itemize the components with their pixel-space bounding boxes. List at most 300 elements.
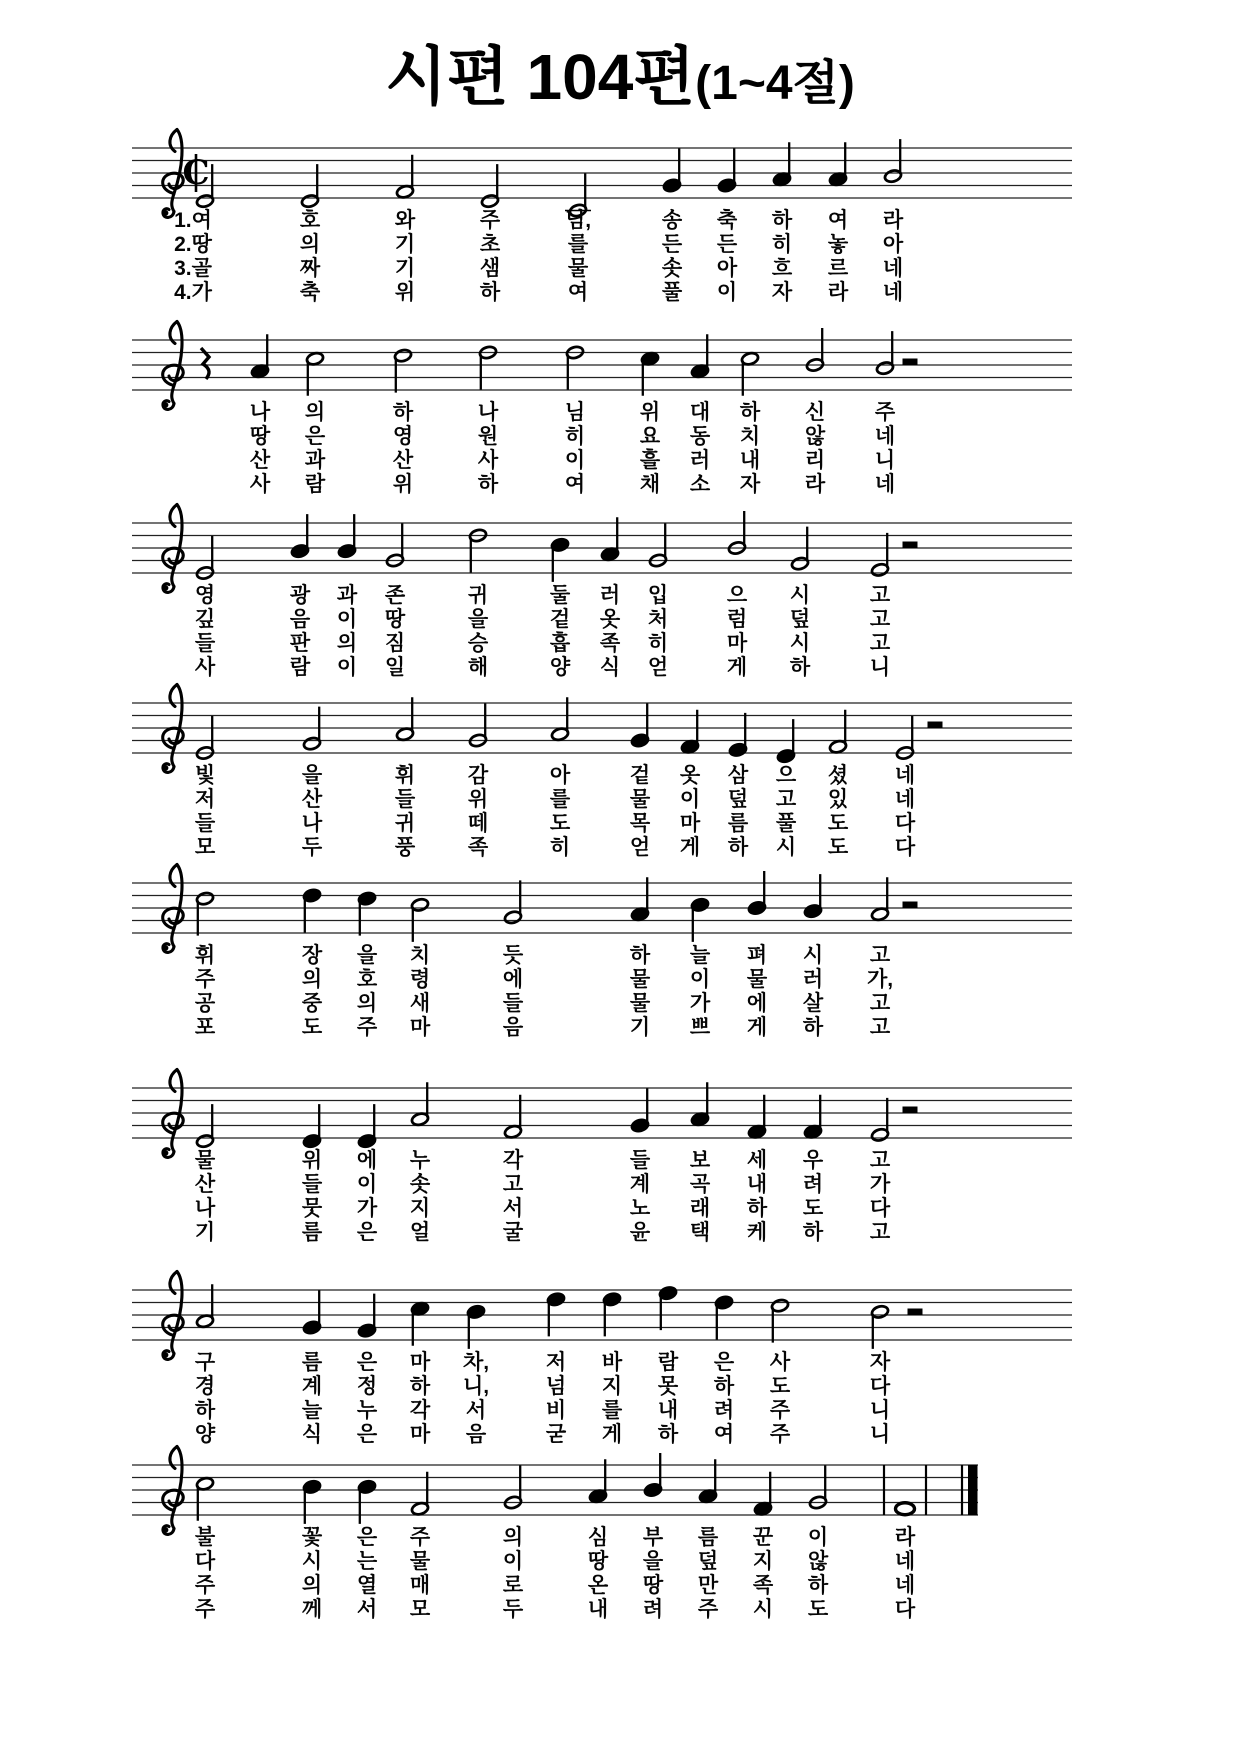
lyric-syllable: 승 bbox=[467, 632, 489, 655]
lyric-syllable: 풍 bbox=[394, 836, 416, 859]
lyric-syllable: 이 bbox=[679, 788, 701, 811]
lyric-syllable: 여 bbox=[567, 281, 589, 304]
lyric-syllable: 고 bbox=[502, 1173, 524, 1196]
final-barline-thick bbox=[968, 1465, 978, 1515]
lyric-syllable: 서 bbox=[465, 1399, 487, 1422]
lyric-syllable: 정 bbox=[356, 1375, 378, 1398]
lyric-syllable: 듯 bbox=[502, 944, 524, 967]
lyric-syllable: 도 bbox=[802, 1197, 824, 1220]
lyric-syllable: 하 bbox=[739, 401, 761, 424]
lyric-syllable: 계 bbox=[629, 1173, 651, 1196]
lyric-syllable: 니, bbox=[462, 1375, 490, 1398]
lyric-syllable: 와 bbox=[394, 209, 416, 232]
half-rest bbox=[903, 902, 918, 909]
lyric-syllable: 위 bbox=[467, 788, 489, 811]
lyric-syllable: 주 bbox=[194, 968, 216, 991]
lyric-syllable: 바 bbox=[601, 1351, 623, 1374]
lyric-syllable: 다 bbox=[894, 836, 916, 859]
lyric-syllable: 도 bbox=[827, 836, 849, 859]
lyric-syllable: 든 bbox=[716, 233, 738, 256]
lyric-syllable: 경 bbox=[194, 1375, 216, 1398]
lyric-syllable: 족 bbox=[599, 632, 621, 655]
lyric-syllable: 여 bbox=[564, 473, 586, 496]
lyric-syllable: 빛 bbox=[194, 764, 216, 787]
lyric-syllable: 하 bbox=[713, 1375, 735, 1398]
lyric-syllable: 새 bbox=[409, 992, 431, 1015]
lyric-syllable: 주 bbox=[697, 1598, 719, 1621]
lyric-syllable: 이 bbox=[716, 281, 738, 304]
lyric-syllable: 가 bbox=[689, 992, 711, 1015]
lyric-syllable: 휘 bbox=[194, 944, 216, 967]
lyric-syllable: 자 bbox=[771, 281, 793, 304]
lyric-syllable: 광 bbox=[289, 584, 311, 607]
lyric-syllable: 음 bbox=[465, 1423, 487, 1446]
lyric-syllable: 물 bbox=[629, 788, 651, 811]
lyric-syllable: 의 bbox=[336, 632, 358, 655]
lyric-syllable: 은 bbox=[304, 425, 326, 448]
lyric-syllable: 네 bbox=[894, 1550, 916, 1573]
lyric-syllable: 자 bbox=[739, 473, 761, 496]
lyric-syllable: 네 bbox=[894, 788, 916, 811]
lyric-syllable: 고 bbox=[869, 632, 891, 655]
lyric-syllable: 름 bbox=[301, 1221, 323, 1244]
lyric-syllable: 하 bbox=[392, 401, 414, 424]
lyric-syllable: 리 bbox=[804, 449, 826, 472]
lyric-syllable: 서 bbox=[502, 1197, 524, 1220]
lyric-syllable: 주 bbox=[769, 1423, 791, 1446]
lyric-syllable: 마 bbox=[726, 632, 748, 655]
lyric-syllable: 러 bbox=[802, 968, 824, 991]
lyric-syllable: 여 bbox=[827, 209, 849, 232]
lyric-syllable: 신 bbox=[804, 401, 826, 424]
lyric-syllable: 2.땅 bbox=[174, 233, 212, 256]
lyric-syllable: 과 bbox=[336, 584, 358, 607]
lyric-syllable: 로 bbox=[502, 1574, 524, 1597]
lyric-syllable: 위 bbox=[639, 401, 661, 424]
lyric-syllable: 가, bbox=[866, 968, 894, 991]
lyric-syllable: 람 bbox=[657, 1351, 679, 1374]
lyric-syllable: 나 bbox=[249, 401, 271, 424]
lyric-syllable: 양 bbox=[194, 1423, 216, 1446]
lyric-syllable: 이 bbox=[807, 1526, 829, 1549]
lyric-syllable: 귀 bbox=[394, 812, 416, 835]
lyric-syllable: 산 bbox=[301, 788, 323, 811]
lyric-syllable: 열 bbox=[356, 1574, 378, 1597]
lyric-syllable: 에 bbox=[502, 968, 524, 991]
lyric-syllable: 주 bbox=[194, 1574, 216, 1597]
lyric-syllable: 이 bbox=[336, 656, 358, 679]
lyric-syllable: 에 bbox=[356, 1149, 378, 1172]
lyric-syllable: 네 bbox=[894, 1574, 916, 1597]
lyric-syllable: 땅 bbox=[587, 1550, 609, 1573]
lyric-syllable: 셨 bbox=[827, 764, 849, 787]
lyric-syllable: 음 bbox=[502, 1016, 524, 1039]
lyric-syllable: 중 bbox=[301, 992, 323, 1015]
lyric-syllable: 시 bbox=[301, 1550, 323, 1573]
lyric-syllable: 얻 bbox=[629, 836, 651, 859]
lyric-syllable: 쁘 bbox=[689, 1016, 711, 1039]
lyric-syllable: 령 bbox=[409, 968, 431, 991]
lyric-syllable: 덮 bbox=[697, 1550, 719, 1573]
lyric-syllable: 하 bbox=[807, 1574, 829, 1597]
lyric-syllable: 식 bbox=[599, 656, 621, 679]
lyric-syllable: 축 bbox=[299, 281, 321, 304]
lyric-syllable: 4.가 bbox=[174, 281, 212, 304]
lyric-syllable: 은 bbox=[356, 1221, 378, 1244]
staff-system bbox=[132, 505, 1072, 680]
lyric-syllable: 에 bbox=[746, 992, 768, 1015]
lyric-syllable: 포 bbox=[194, 1016, 216, 1039]
lyric-syllable: 의 bbox=[356, 992, 378, 1015]
lyric-syllable: 지 bbox=[601, 1375, 623, 1398]
lyric-syllable: 이 bbox=[502, 1550, 524, 1573]
half-rest bbox=[908, 1309, 923, 1316]
lyric-syllable: 하 bbox=[479, 281, 501, 304]
lyric-syllable: 아 bbox=[549, 764, 571, 787]
lyric-syllable: 고 bbox=[869, 1016, 891, 1039]
lyric-syllable: 도 bbox=[769, 1375, 791, 1398]
lyric-syllable: 양 bbox=[549, 656, 571, 679]
lyric-syllable: 하 bbox=[194, 1399, 216, 1422]
lyric-syllable: 기 bbox=[629, 1016, 651, 1039]
staff-system bbox=[132, 130, 1072, 305]
lyric-syllable: 살 bbox=[802, 992, 824, 1015]
lyric-syllable: 마 bbox=[679, 812, 701, 835]
lyric-syllable: 솟 bbox=[409, 1173, 431, 1196]
lyric-syllable: 케 bbox=[746, 1221, 768, 1244]
lyric-syllable: 을 bbox=[467, 608, 489, 631]
lyric-syllable: 지 bbox=[752, 1550, 774, 1573]
lyric-syllable: 고 bbox=[775, 788, 797, 811]
lyric-syllable: 하 bbox=[477, 473, 499, 496]
lyric-syllable: 의 bbox=[301, 968, 323, 991]
lyric-syllable: 있 bbox=[827, 788, 849, 811]
lyric-syllable: 시 bbox=[789, 584, 811, 607]
lyric-syllable: 를 bbox=[567, 233, 589, 256]
lyric-syllable: 름 bbox=[301, 1351, 323, 1374]
lyric-syllable: 물 bbox=[409, 1550, 431, 1573]
lyric-syllable: 모 bbox=[409, 1598, 431, 1621]
lyric-syllable: 고 bbox=[869, 1149, 891, 1172]
lyric-syllable: 호 bbox=[299, 209, 321, 232]
lyric-syllable: 르 bbox=[827, 257, 849, 280]
lyric-syllable: 시 bbox=[752, 1598, 774, 1621]
lyric-syllable: 일 bbox=[384, 656, 406, 679]
lyric-syllable: 덮 bbox=[727, 788, 749, 811]
lyric-syllable: 채 bbox=[639, 473, 661, 496]
lyric-syllable: 물 bbox=[194, 1149, 216, 1172]
time-signature-cut-c: C bbox=[182, 153, 210, 193]
lyric-syllable: 산 bbox=[249, 449, 271, 472]
lyric-syllable: 히 bbox=[647, 632, 669, 655]
half-rest bbox=[903, 1107, 918, 1114]
lyric-syllable: 흘 bbox=[639, 449, 661, 472]
lyric-syllable: 솟 bbox=[661, 257, 683, 280]
lyric-syllable: 의 bbox=[301, 1574, 323, 1597]
lyric-syllable: 족 bbox=[467, 836, 489, 859]
lyric-syllable: 겉 bbox=[629, 764, 651, 787]
lyric-syllable: 존 bbox=[384, 584, 406, 607]
lyric-syllable: 풀 bbox=[661, 281, 683, 304]
lyric-syllable: 하 bbox=[802, 1221, 824, 1244]
lyric-syllable: 꽃 bbox=[301, 1526, 323, 1549]
lyric-syllable: 호 bbox=[356, 968, 378, 991]
lyric-syllable: 부 bbox=[642, 1526, 664, 1549]
staff-system bbox=[132, 322, 1072, 497]
lyric-syllable: 짐 bbox=[384, 632, 406, 655]
lyric-syllable: 다 bbox=[894, 812, 916, 835]
lyric-syllable: 는 bbox=[356, 1550, 378, 1573]
lyric-syllable: 흡 bbox=[549, 632, 571, 655]
lyric-syllable: 다 bbox=[894, 1598, 916, 1621]
lyric-syllable: 꾼 bbox=[752, 1526, 774, 1549]
lyric-syllable: 하 bbox=[771, 209, 793, 232]
lyric-syllable: 히 bbox=[564, 425, 586, 448]
lyric-syllable: 치 bbox=[409, 944, 431, 967]
lyric-syllable: 러 bbox=[599, 584, 621, 607]
lyric-syllable: 기 bbox=[394, 257, 416, 280]
lyric-syllable: 라 bbox=[804, 473, 826, 496]
lyric-syllable: 라 bbox=[894, 1526, 916, 1549]
lyric-syllable: 주 bbox=[479, 209, 501, 232]
lyric-syllable: 심 bbox=[587, 1526, 609, 1549]
lyric-syllable: 산 bbox=[194, 1173, 216, 1196]
lyric-syllable: 노 bbox=[629, 1197, 651, 1220]
lyric-syllable: 과 bbox=[304, 449, 326, 472]
lyric-syllable: 나 bbox=[477, 401, 499, 424]
lyric-syllable: 윤 bbox=[629, 1221, 651, 1244]
lyric-syllable: 님 bbox=[564, 401, 586, 424]
lyric-syllable: 을 bbox=[356, 944, 378, 967]
lyric-syllable: 여 bbox=[713, 1423, 735, 1446]
lyric-syllable: 깊 bbox=[194, 608, 216, 631]
lyric-syllable: 내 bbox=[746, 1173, 768, 1196]
lyric-syllable: 들 bbox=[301, 1173, 323, 1196]
lyric-syllable: 시 bbox=[775, 836, 797, 859]
lyric-syllable: 휘 bbox=[394, 764, 416, 787]
staff-system bbox=[132, 685, 1072, 860]
lyric-syllable: 굴 bbox=[502, 1221, 524, 1244]
lyric-syllable: 를 bbox=[549, 788, 571, 811]
lyric-syllable: 고 bbox=[869, 1221, 891, 1244]
lyric-syllable: 나 bbox=[301, 812, 323, 835]
lyric-syllable: 세 bbox=[746, 1149, 768, 1172]
lyric-syllable: 족 bbox=[752, 1574, 774, 1597]
lyric-syllable: 하 bbox=[746, 1197, 768, 1220]
lyric-syllable: 게 bbox=[726, 656, 748, 679]
lyric-syllable: 산 bbox=[392, 449, 414, 472]
lyric-syllable: 내 bbox=[657, 1399, 679, 1422]
lyric-syllable: 음 bbox=[289, 608, 311, 631]
lyric-syllable: 가 bbox=[356, 1197, 378, 1220]
lyric-syllable: 축 bbox=[716, 209, 738, 232]
lyric-syllable: 게 bbox=[601, 1423, 623, 1446]
lyric-syllable: 하 bbox=[789, 656, 811, 679]
lyric-syllable: 매 bbox=[409, 1574, 431, 1597]
lyric-syllable: 물 bbox=[629, 992, 651, 1015]
lyric-syllable: 게 bbox=[746, 1016, 768, 1039]
lyric-syllable: 고 bbox=[869, 608, 891, 631]
lyric-syllable: 땅 bbox=[249, 425, 271, 448]
lyric-syllable: 옷 bbox=[679, 764, 701, 787]
lyric-syllable: 구 bbox=[194, 1351, 216, 1374]
lyric-syllable: 으 bbox=[775, 764, 797, 787]
lyric-syllable: 마 bbox=[409, 1351, 431, 1374]
lyric-syllable: 사 bbox=[477, 449, 499, 472]
lyric-syllable: 우 bbox=[802, 1149, 824, 1172]
lyric-syllable: 차, bbox=[462, 1351, 490, 1374]
lyric-syllable: 저 bbox=[194, 788, 216, 811]
lyric-syllable: 람 bbox=[289, 656, 311, 679]
lyric-syllable: 름 bbox=[697, 1526, 719, 1549]
lyric-syllable: 은 bbox=[356, 1351, 378, 1374]
lyric-syllable: 네 bbox=[874, 473, 896, 496]
lyric-syllable: 도 bbox=[827, 812, 849, 835]
lyric-syllable: 해 bbox=[467, 656, 489, 679]
lyric-syllable: 도 bbox=[807, 1598, 829, 1621]
lyric-syllable: 럼 bbox=[726, 608, 748, 631]
lyric-syllable: 지 bbox=[409, 1197, 431, 1220]
lyric-syllable: 얼 bbox=[409, 1221, 431, 1244]
title-sub: (1~4절) bbox=[695, 57, 855, 110]
staff-system bbox=[132, 865, 1072, 1040]
lyric-syllable: 비 bbox=[545, 1399, 567, 1422]
lyric-syllable: 덮 bbox=[789, 608, 811, 631]
lyric-syllable: 불 bbox=[194, 1526, 216, 1549]
lyric-syllable: 게 bbox=[679, 836, 701, 859]
lyric-syllable: 의 bbox=[304, 401, 326, 424]
lyric-syllable: 을 bbox=[301, 764, 323, 787]
lyric-syllable: 의 bbox=[299, 233, 321, 256]
lyric-syllable: 의 bbox=[502, 1526, 524, 1549]
lyric-syllable: 저 bbox=[545, 1351, 567, 1374]
lyric-syllable: 물 bbox=[567, 257, 589, 280]
lyric-syllable: 3.골 bbox=[174, 257, 212, 280]
lyric-syllable: 1.여 bbox=[174, 209, 212, 232]
lyric-syllable: 마 bbox=[409, 1423, 431, 1446]
lyric-syllable: 풀 bbox=[775, 812, 797, 835]
lyric-syllable: 샘 bbox=[479, 257, 501, 280]
lyric-syllable: 를 bbox=[601, 1399, 623, 1422]
lyric-syllable: 니 bbox=[869, 656, 891, 679]
lyric-syllable: 모 bbox=[194, 836, 216, 859]
lyric-syllable: 자 bbox=[869, 1351, 891, 1374]
lyric-syllable: 아 bbox=[882, 233, 904, 256]
lyric-syllable: 서 bbox=[356, 1598, 378, 1621]
lyric-syllable: 나 bbox=[194, 1197, 216, 1220]
lyric-syllable: 넘 bbox=[545, 1375, 567, 1398]
lyric-syllable: 주 bbox=[769, 1399, 791, 1422]
lyric-syllable: 입 bbox=[647, 584, 669, 607]
lyric-syllable: 께 bbox=[301, 1598, 323, 1621]
lyric-syllable: 내 bbox=[739, 449, 761, 472]
lyric-syllable: 하 bbox=[629, 944, 651, 967]
lyric-syllable: 려 bbox=[802, 1173, 824, 1196]
lyric-syllable: 기 bbox=[194, 1221, 216, 1244]
lyric-syllable: 들 bbox=[194, 632, 216, 655]
lyric-syllable: 요 bbox=[639, 425, 661, 448]
lyric-syllable: 이 bbox=[689, 968, 711, 991]
half-rest bbox=[928, 722, 943, 729]
lyric-syllable: 땅 bbox=[384, 608, 406, 631]
lyric-syllable: 주 bbox=[409, 1526, 431, 1549]
lyric-syllable: 못 bbox=[657, 1375, 679, 1398]
lyric-syllable: 사 bbox=[194, 656, 216, 679]
lyric-syllable: 려 bbox=[642, 1598, 664, 1621]
lyric-syllable: 을 bbox=[642, 1550, 664, 1573]
lyric-syllable: 네 bbox=[874, 425, 896, 448]
lyric-syllable: 름 bbox=[727, 812, 749, 835]
lyric-syllable: 물 bbox=[629, 968, 651, 991]
lyric-syllable: 들 bbox=[194, 812, 216, 835]
lyric-syllable: 대 bbox=[689, 401, 711, 424]
lyric-syllable: 도 bbox=[549, 812, 571, 835]
lyric-syllable: 옷 bbox=[599, 608, 621, 631]
lyric-syllable: 니 bbox=[869, 1399, 891, 1422]
lyric-syllable: 사 bbox=[249, 473, 271, 496]
lyric-syllable: 이 bbox=[564, 449, 586, 472]
lyric-syllable: 고 bbox=[869, 584, 891, 607]
lyric-syllable: 라 bbox=[827, 281, 849, 304]
lyric-syllable: 라 bbox=[882, 209, 904, 232]
lyric-syllable: 흐 bbox=[771, 257, 793, 280]
lyric-syllable: 하 bbox=[657, 1423, 679, 1446]
staff-system bbox=[132, 1447, 978, 1622]
lyric-syllable: 펴 bbox=[746, 944, 768, 967]
lyric-syllable: 람 bbox=[304, 473, 326, 496]
lyric-syllable: 공 bbox=[194, 992, 216, 1015]
lyric-syllable: 가 bbox=[869, 1173, 891, 1196]
lyric-syllable: 으 bbox=[726, 584, 748, 607]
lyric-syllable: 계 bbox=[301, 1375, 323, 1398]
lyric-syllable: 처 bbox=[647, 608, 669, 631]
lyric-syllable: 이 bbox=[356, 1173, 378, 1196]
lyric-syllable: 목 bbox=[629, 812, 651, 835]
lyric-syllable: 식 bbox=[301, 1423, 323, 1446]
lyric-syllable: 네 bbox=[894, 764, 916, 787]
lyric-syllable: 곡 bbox=[689, 1173, 711, 1196]
lyric-syllable: 두 bbox=[301, 836, 323, 859]
lyric-syllable: 장 bbox=[301, 944, 323, 967]
lyric-syllable: 주 bbox=[874, 401, 896, 424]
lyric-syllable: 하 bbox=[727, 836, 749, 859]
lyric-syllable: 래 bbox=[689, 1197, 711, 1220]
lyric-syllable: 삼 bbox=[727, 764, 749, 787]
lyric-syllable: 영 bbox=[392, 425, 414, 448]
lyric-syllable: 들 bbox=[394, 788, 416, 811]
lyric-syllable: 니 bbox=[869, 1423, 891, 1446]
lyric-syllable: 초 bbox=[479, 233, 501, 256]
lyric-syllable: 고 bbox=[869, 944, 891, 967]
lyric-syllable: 각 bbox=[409, 1399, 431, 1422]
lyric-syllable: 사 bbox=[769, 1351, 791, 1374]
title-main: 시편 104편 bbox=[385, 41, 696, 113]
lyric-syllable: 마 bbox=[409, 1016, 431, 1039]
lyric-syllable: 내 bbox=[587, 1598, 609, 1621]
lyric-syllable: 도 bbox=[301, 1016, 323, 1039]
lyric-syllable: 귀 bbox=[467, 584, 489, 607]
lyric-syllable: 님, bbox=[564, 209, 592, 232]
half-rest bbox=[903, 359, 918, 366]
lyric-syllable: 두 bbox=[502, 1598, 524, 1621]
lyric-syllable: 들 bbox=[502, 992, 524, 1015]
lyric-syllable: 다 bbox=[869, 1375, 891, 1398]
lyric-syllable: 원 bbox=[477, 425, 499, 448]
lyric-syllable: 고 bbox=[869, 992, 891, 1015]
lyric-syllable: 은 bbox=[356, 1526, 378, 1549]
lyric-syllable: 겉 bbox=[549, 608, 571, 631]
lyric-syllable: 않 bbox=[807, 1550, 829, 1573]
